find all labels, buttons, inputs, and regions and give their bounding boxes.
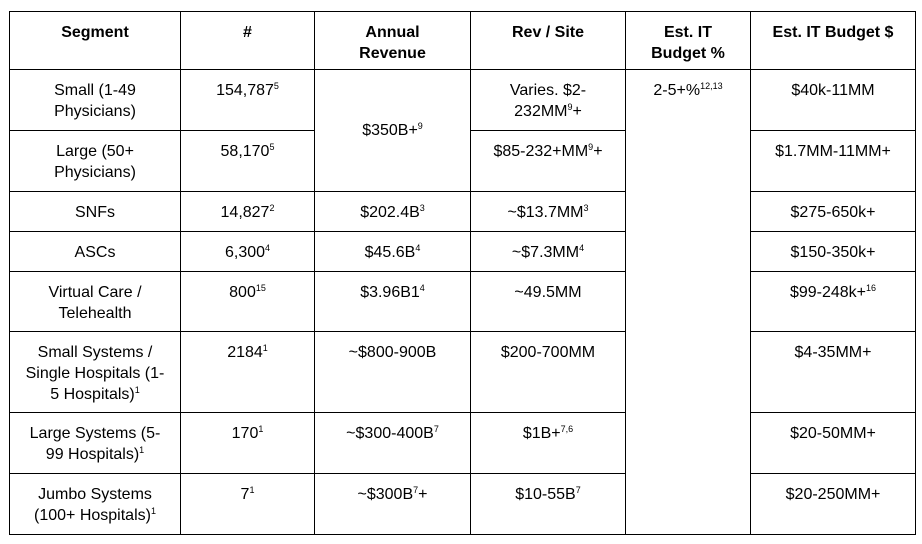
cell-rev-per-site: $\$10-55B^7$ [471, 474, 626, 535]
cell-segment: Virtual Care / Telehealth [10, 272, 181, 332]
cell-rev-per-site: $1B+$^{7,6}$ [471, 413, 626, 474]
cell-it-budget: $1.7MM-11MM+ [751, 131, 916, 192]
cell-segment: Large (50+ Physicians) [10, 131, 181, 192]
table-row [10, 474, 916, 535]
cell-count: $170^1$ [181, 413, 315, 474]
cell-count: 6,300$^4$ [181, 232, 315, 272]
cell-segment: Small Systems / Single Hospitals (1-5 Hospitals)$^1$ [10, 332, 181, 413]
cell-annual-revenue: $\$202.4B^3$ [315, 192, 471, 232]
header-rev-per-site: Rev / Site [471, 12, 626, 70]
cell-it-budget: $150-350k+ [751, 232, 916, 272]
cell-segment: Jumbo Systems (100+ Hospitals)$^1$ [10, 474, 181, 535]
cell-count: $800^{15}$ [181, 272, 315, 332]
cell-rev-per-site: ~49.5MM [471, 272, 626, 332]
cell-rev-per-site: $\$85-232+MM^9+$ [471, 131, 626, 192]
cell-it-budget-pct-merged: 2-5+%$^{12,13}$ [626, 70, 751, 535]
cell-segment: Small (1-49 Physicians) [10, 70, 181, 131]
cell-annual-revenue: $\$45.6B^4$ [315, 232, 471, 272]
cell-it-budget: $20-250MM+ [751, 474, 916, 535]
cell-annual-revenue: ~$800-900B [315, 332, 471, 413]
table-row [10, 192, 916, 232]
table-row [10, 232, 916, 272]
cell-count: 2184$^1$ [181, 332, 315, 413]
cell-segment: SNFs [10, 192, 181, 232]
table-row [10, 413, 916, 474]
cell-annual-revenue: $\$3.96B1^4$ [315, 272, 471, 332]
cell-it-budget: $275-650k+ [751, 192, 916, 232]
table-row [10, 70, 916, 131]
cell-segment: Large Systems (5-99 Hospitals)$^1$ [10, 413, 181, 474]
header-it-budget-pct: Est. IT Budget % [626, 12, 751, 70]
header-it-budget: Est. IT Budget $ [751, 12, 916, 70]
header-segment: Segment [10, 12, 181, 70]
table-row [10, 332, 916, 413]
cell-count: $7^1$ [181, 474, 315, 535]
cell-it-budget: $40k-11MM [751, 70, 916, 131]
cell-rev-per-site: $200-700MM [471, 332, 626, 413]
cell-rev-per-site: Varies. $\$2-232MM^9+$ [471, 70, 626, 131]
cell-rev-per-site: $\sim\$13.7MM^3$ [471, 192, 626, 232]
cell-count: 14,827$^2$ [181, 192, 315, 232]
cell-it-budget: $4-35MM+ [751, 332, 916, 413]
cell-count: 58,170$^5$ [181, 131, 315, 192]
cell-annual-revenue-merged: $350B+$^9$ [315, 70, 471, 192]
cell-rev-per-site: $\sim\$7.3MM^4$ [471, 232, 626, 272]
cell-it-budget: $20-50MM+ [751, 413, 916, 474]
cell-it-budget: $99-248k+$^{16}$ [751, 272, 916, 332]
table-row [10, 272, 916, 332]
segment-table [9, 11, 916, 535]
header-row [10, 12, 916, 70]
cell-annual-revenue: $\sim\$300-400B^7$ [315, 413, 471, 474]
header-count: # [181, 12, 315, 70]
cell-segment: ASCs [10, 232, 181, 272]
header-annual-revenue: Annual Revenue [315, 12, 471, 70]
cell-count: 154,787$^5$ [181, 70, 315, 131]
cell-annual-revenue: $\sim\$300B^7+$ [315, 474, 471, 535]
